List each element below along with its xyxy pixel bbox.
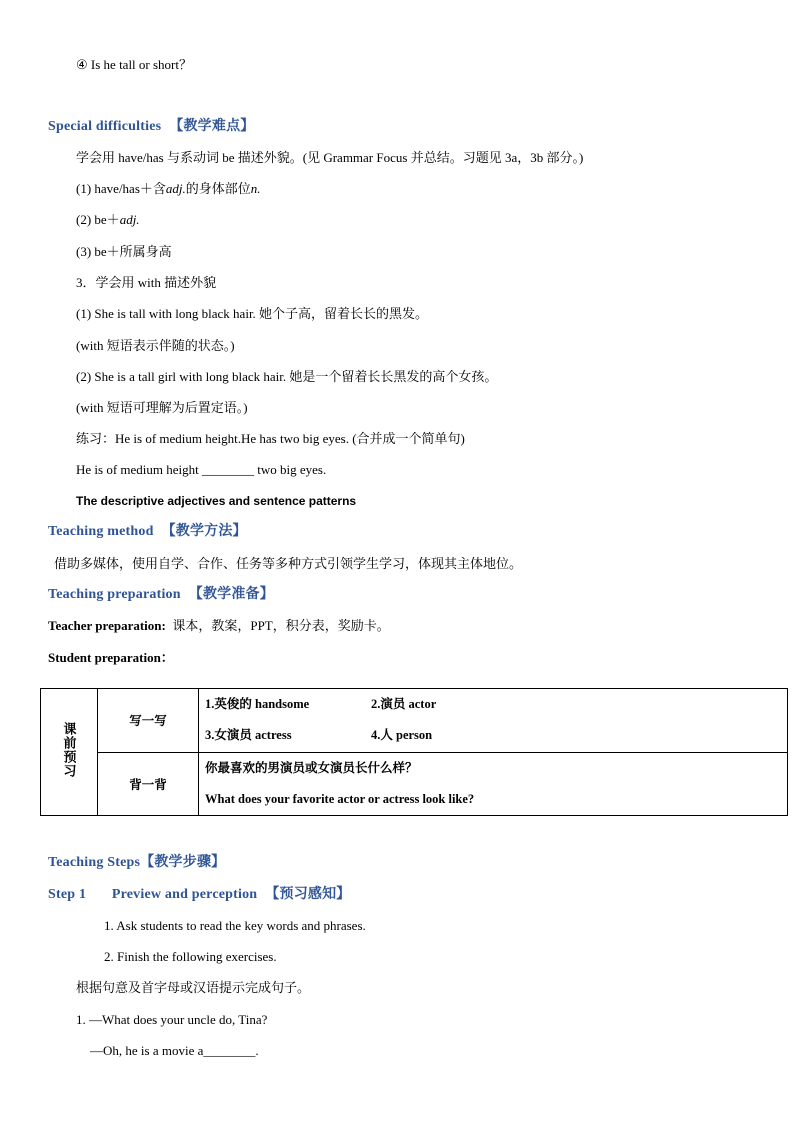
heading-en: Special difficulties <box>48 119 162 134</box>
content-line <box>205 720 781 751</box>
vocab-item: 2.演员 actor <box>371 697 437 712</box>
teacher-preparation-text: 课本，教案，PPT，积分表，奖励卡。 <box>172 618 390 633</box>
step-1-item-2: 2. Finish the following exercises. <box>104 949 277 964</box>
question-item-4: ④ Is he tall or short？ <box>76 57 192 72</box>
text-italic: adj. <box>119 212 140 227</box>
content-line: What does your favorite actor or actress look like? <box>205 791 475 806</box>
exercise-q1-question: 1. —What does your uncle do, Tina? <box>76 1012 268 1027</box>
table-row <box>41 752 788 816</box>
text-part: 的身体部位 <box>185 181 251 196</box>
heading-cn: 【教学准备】 <box>188 587 274 602</box>
teaching-steps-heading <box>48 854 225 872</box>
text-italic: n. <box>250 181 261 196</box>
example-2: (2) She is a tall girl with long black hair. 她是一个留着长长黑发的高个女孩。 <box>76 369 498 384</box>
difficulty-line-intro: 学会用 have/has 与系动词 be 描述外貌。(见 Grammar Focus 并总结。习题见 3a，3b 部分。) <box>76 150 584 165</box>
heading-cn: 【教学方法】 <box>161 524 247 539</box>
table-row <box>41 689 788 753</box>
descriptive-adjectives-line: The descriptive adjectives and sentence patterns <box>76 494 357 508</box>
teaching-preparation-heading <box>48 586 274 604</box>
side-label: 课前预习 <box>61 722 77 778</box>
row-label-cell <box>98 689 199 753</box>
text-part: (2) be＋ <box>76 212 120 227</box>
example-1: (1) She is tall with long black hair. 她个子高，留着长长的黑发。 <box>76 306 429 321</box>
practice-blank-line: He is of medium height ________ two big eyes. <box>76 462 327 477</box>
heading-en: Teaching preparation <box>48 587 181 602</box>
row-content-cell <box>199 752 788 816</box>
row-label: 写一写 <box>129 714 167 729</box>
exercise-instruction: 根据句意及首字母或汉语提示完成句子。 <box>76 980 311 995</box>
row-content-cell <box>199 689 788 753</box>
row-label: 背一背 <box>129 777 167 792</box>
heading-cn: 【教学步骤】 <box>140 855 226 870</box>
difficulty-point-3: 3．学会用 with 描述外貌 <box>76 275 217 290</box>
difficulty-line-2 <box>76 212 140 228</box>
example-2-note: (with 短语可理解为后置定语。) <box>76 400 248 415</box>
step-1-heading <box>48 886 351 904</box>
side-label-cell <box>41 689 98 816</box>
text-part: (1) have/has＋含 <box>76 181 166 196</box>
teacher-preparation <box>48 618 390 634</box>
step-title: Preview and perception <box>111 887 258 902</box>
heading-en: Teaching method <box>48 524 154 539</box>
step-1-item-1: 1. Ask students to read the key words and phrases. <box>104 918 366 933</box>
difficulty-line-3: (3) be＋所属身高 <box>76 244 172 259</box>
row-label-cell <box>98 752 199 816</box>
teaching-method-heading <box>48 523 247 541</box>
content-line: 你最喜欢的男演员或女演员长什么样？ <box>205 760 418 775</box>
student-preparation-label: Student preparation： <box>48 650 174 665</box>
difficulty-line-1 <box>76 181 261 197</box>
heading-en: Teaching Steps <box>48 855 141 870</box>
practice-line: 练习：He is of medium height.He has two big eyes. (合并成一个简单句) <box>76 431 465 446</box>
vocab-item: 4.人 person <box>371 728 433 743</box>
exercise-q1-answer: —Oh, he is a movie a________. <box>90 1043 259 1058</box>
special-difficulties-heading <box>48 118 254 136</box>
example-1-note: (with 短语表示伴随的状态。) <box>76 338 235 353</box>
step-title-cn: 【预习感知】 <box>265 887 351 902</box>
preview-table <box>40 688 788 816</box>
content-line <box>205 689 781 720</box>
vocab-item: 1.英俊的 handsome <box>205 697 310 712</box>
teaching-method-text: 借助多媒体，使用自学、合作、任务等多种方式引领学生学习，体现其主体地位。 <box>54 556 523 571</box>
teacher-preparation-label: Teacher preparation: <box>48 618 166 633</box>
step-number: Step 1 <box>48 887 87 902</box>
heading-cn: 【教学难点】 <box>169 119 255 134</box>
text-italic: adj. <box>165 181 186 196</box>
vocab-item: 3.女演员 actress <box>205 728 292 743</box>
